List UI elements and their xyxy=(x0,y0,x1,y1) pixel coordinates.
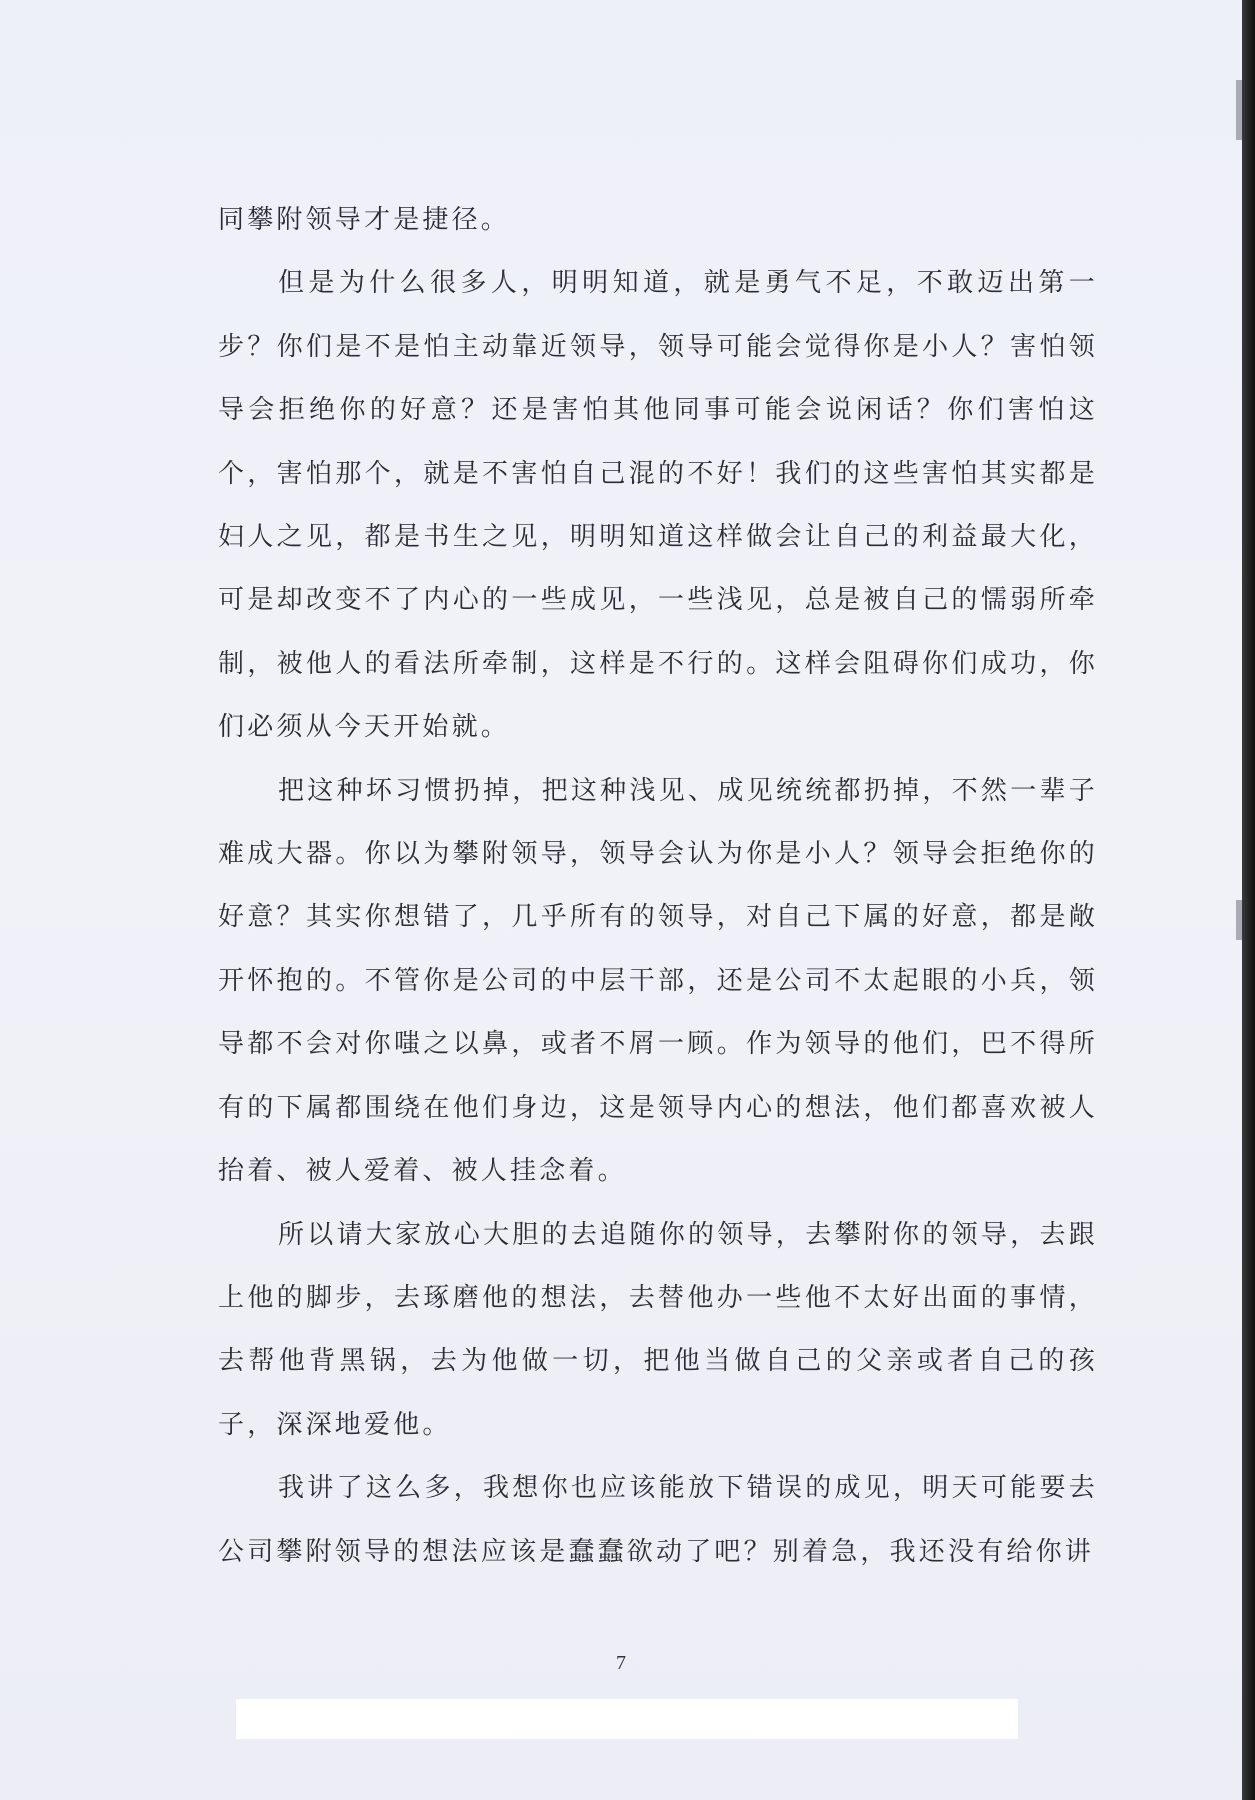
paragraph-5: 我讲了这么多，我想你也应该能放下错误的成见，明天可能要去公司攀附领导的想法应该是蠢蠢欲动了吧？别着急，我还没有给你讲 xyxy=(218,1473,1098,1567)
paragraph-2: 但是为什么很多人，明明知道，就是勇气不足，不敢迈出第一步？你们是不是怕主动靠近领导，领导可能会觉得你是小人？害怕领导会拒绝你的好意？还是害怕其他同事可能会说闲话？你们害怕这个，害怕那个，就是不害怕自己混的不好！我们的这些害怕其实都是妇人之见，都是书生之见，明明知道这样做会让自己的利益最大化，可是却改变不了内心的一些成见，一些浅见，总是被自己的懦弱所牵制，被他人的看法所牵制，这样是不行的。这样会阻碍你们成功，你们必须从今天开始就。 xyxy=(218,268,1098,743)
paragraph-4: 所以请大家放心大胆的去追随你的领导，去攀附你的领导，去跟上他的脚步，去琢磨他的想法，去替他办一些他不太好出面的事情，去帮他背黑锅，去为他做一切，把他当做自己的父亲或者自己的孩子，深深地爱他。 xyxy=(218,1219,1098,1440)
body-text xyxy=(218,189,1098,1584)
paragraph-3: 把这种坏习惯扔掉，把这种浅见、成见统统都扔掉，不然一辈子难成大器。你以为攀附领导，领导会认为你是小人？领导会拒绝你的好意？其实你想错了，几乎所有的领导，对自己下属的好意，都是敞开怀抱的。不管你是公司的中层干部，还是公司不太起眼的小兵，领导都不会对你嗤之以鼻，或者不屑一顾。作为领导的他们，巴不得所有的下属都围绕在他们身边，这是领导内心的想法，他们都喜欢被人抬着、被人爱着、被人挂念着。 xyxy=(218,775,1098,1187)
redaction-bar xyxy=(236,1699,1018,1739)
page-number: 7 xyxy=(616,1652,626,1674)
scan-border xyxy=(1242,0,1255,1800)
paragraph-1: 同攀附领导才是捷径。 xyxy=(218,205,511,235)
